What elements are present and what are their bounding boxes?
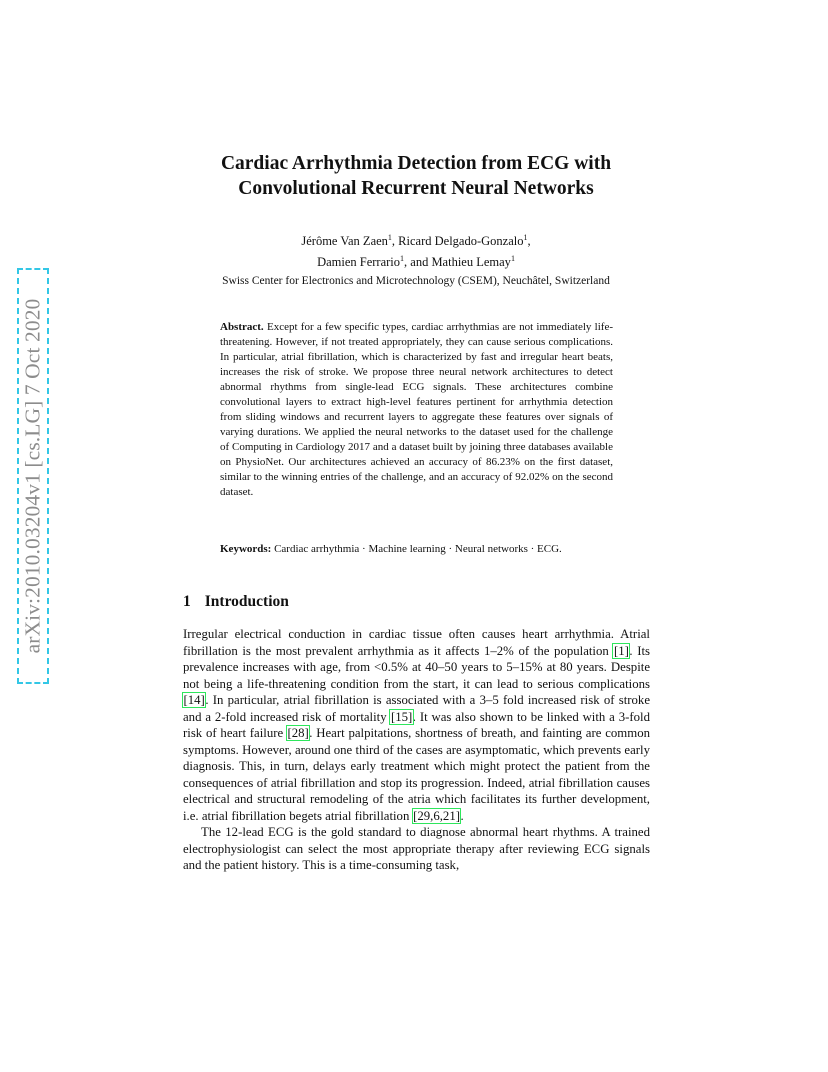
paragraph: The 12-lead ECG is the gold standard to diagnose abnormal heart rhythms. A trained electrophysiologist can select the most appropriate therapy after reviewing ECG signals and the patient history. This is a time-consuming task, (183, 825, 650, 872)
keywords-label: Keywords: (220, 543, 272, 555)
citation-link[interactable]: [1] (613, 643, 629, 658)
title-line-2: Convolutional Recurrent Neural Networks (238, 178, 594, 199)
paragraph-text: . (460, 808, 464, 823)
affiliation-mark: 1 (510, 254, 515, 264)
citation-link[interactable]: [29,6,21] (413, 808, 460, 823)
affiliation-mark: 1 (387, 233, 392, 242)
author-name: and Mathieu Lemay (410, 255, 511, 270)
paragraph-text: Irregular electrical conduction in cardiac tissue often causes heart arrhythmia. Atrial fibrillation is the most prevalent arrhythmia as it affects 1–2% of the population (183, 627, 650, 658)
author-name: Damien Ferrario (317, 255, 401, 270)
author-name: Jérôme Van Zaen (301, 234, 388, 249)
citation-link[interactable]: [15] (390, 709, 413, 724)
abstract (220, 320, 613, 500)
author-line-2: Damien Ferrario$^1$, and Mathieu Lemay$^1$ (317, 254, 515, 270)
citation-link[interactable]: [28] (287, 726, 309, 740)
author-line-1: Jérôme Van Zaen$^1$, Ricard Delgado-Gonzalo$^1$, (301, 233, 531, 249)
paragraph-text: . Heart palpitations, shortness of breath, and fainting are common symptoms. However, around one third of the cases are asymptomatic, which prevents early diagnosis. This, in turn, delays early treatment which might protect the patient from the consequences of atrial fibrillation and stop its progression. Indeed, atrial fibrillation causes electrical and structural remodeling of the atria which facilitates its further development, i.e. atrial fibrillation begets atrial fibrillation (183, 726, 650, 823)
affiliation-mark: 1 (400, 254, 405, 264)
citation-link[interactable]: [14] (183, 693, 205, 707)
affiliation-mark: 1 (523, 233, 528, 242)
author-list (150, 229, 682, 271)
section-title: Introduction (204, 593, 289, 610)
title-line-1: Cardiac Arrhythmia Detection from ECG with (220, 153, 612, 174)
paper-title (150, 151, 682, 201)
paragraph (183, 626, 650, 824)
section-number: 1 (183, 593, 191, 610)
arxiv-identifier-text: arXiv:2010.03204v1 [cs.LG] 7 Oct 2020 (20, 298, 45, 654)
arxiv-identifier-stamp[interactable] (17, 268, 49, 684)
introduction-body (183, 626, 650, 874)
section-heading (183, 593, 289, 611)
author-name: Ricard Delgado-Gonzalo (398, 234, 524, 249)
abstract-text: Except for a few specific types, cardiac arrhythmias are not immediately life-threatening. However, if not treated appropriately, they can cause serious complications. In particular, atrial fibrillation, which is characterized by fast and irregular heart beats, increases the risk of stroke. We propose three neural network architectures to detect abnormal rhythms from single-lead ECG signals. These architectures combine convolutional layers to extract high-level features pertinent for arrhythmia detection from sliding windows and recurrent layers to aggregate these features over signals of varying durations. We applied the neural networks to the dataset used for the challenge of Computing in Cardiology 2017 and a dataset built by joining three databases available on PhysioNet. Our architectures achieved an accuracy of 86.23% on the first dataset, similar to the winning entries of the challenge, and an accuracy of 92.02% on the second dataset. (220, 321, 613, 498)
paragraph-text: . In particular, atrial fibrillation is associated with a 3–5 fold increased risk of stroke and a 2-fold increased risk of mortality (183, 693, 650, 724)
keywords-text: Cardiac arrhythmia · Machine learning · Neural networks · ECG. (274, 543, 562, 555)
affiliation: Swiss Center for Electronics and Microtechnology (CSEM), Neuchâtel, Switzerland (222, 275, 610, 287)
paragraph-text: . Its prevalence increases with age, from <0.5% at 40–50 years to 5–15% at 80 years. Despite not being a life-threatening condition from the start, it can lead to serious complications (183, 643, 650, 691)
paragraph-text: . It was also shown to be linked with a 3-fold risk of heart failure (183, 709, 650, 740)
keywords (220, 542, 613, 557)
abstract-label: Abstract. (220, 321, 264, 333)
